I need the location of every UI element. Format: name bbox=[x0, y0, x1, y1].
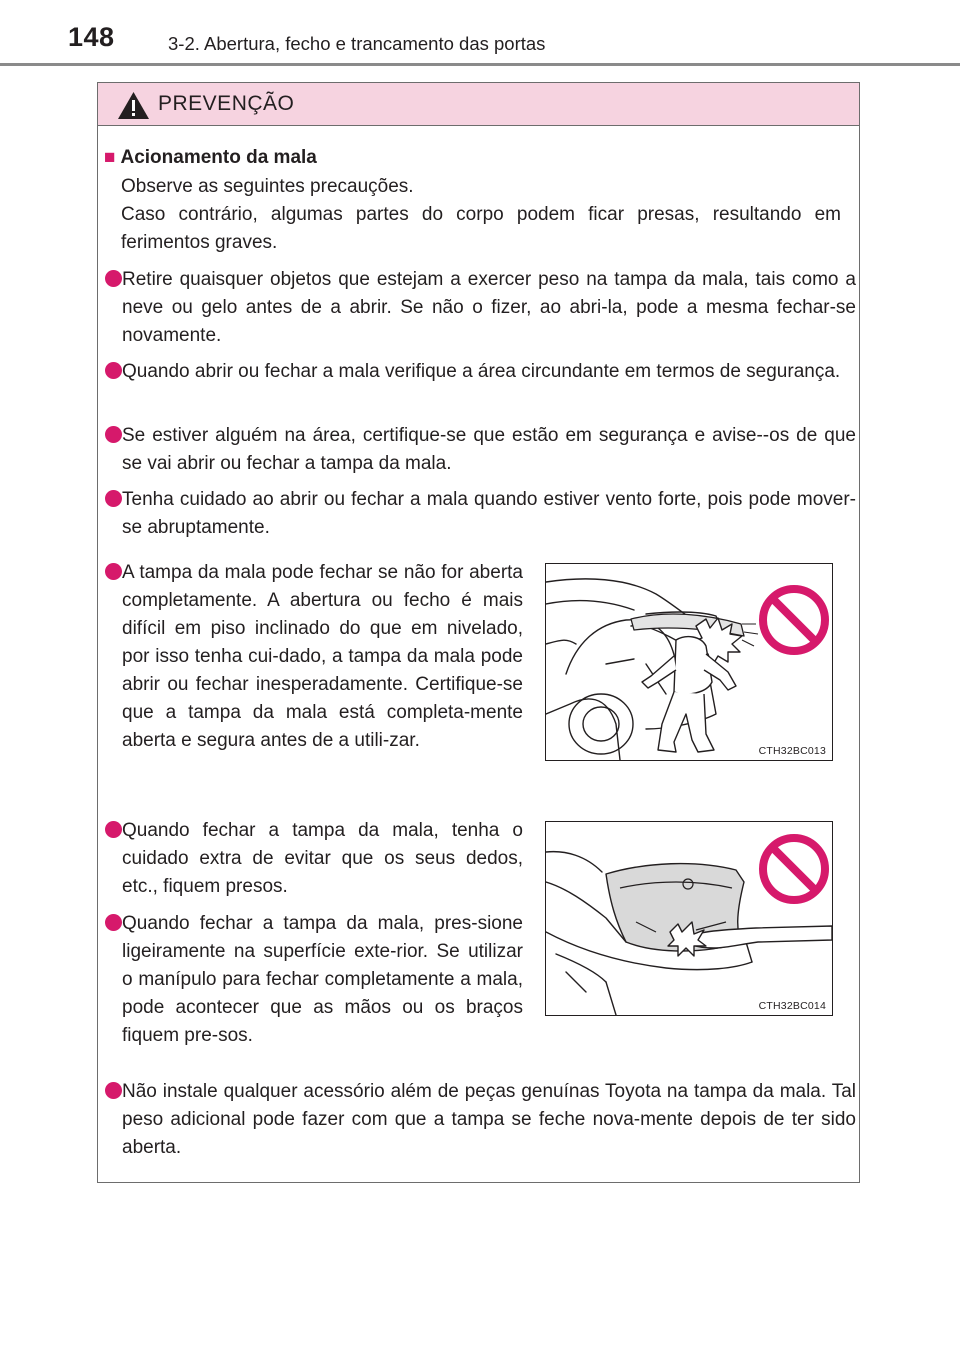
warning-title: PREVENÇÃO bbox=[158, 92, 295, 115]
bullet-dot-icon bbox=[105, 270, 122, 287]
subheading-text: Acionamento da mala bbox=[120, 147, 317, 168]
list-item bbox=[105, 559, 523, 755]
figure-code: CTH32BC014 bbox=[758, 1000, 826, 1012]
list-item bbox=[105, 486, 856, 542]
warning-box bbox=[97, 82, 860, 1183]
bullet-dot-icon bbox=[105, 426, 122, 443]
list-item bbox=[105, 422, 856, 478]
header-divider bbox=[0, 63, 960, 66]
list-item-text: Quando abrir ou fechar a mala verifique a área circundante em termos de segurança. bbox=[122, 361, 841, 382]
list-item bbox=[105, 266, 856, 350]
list-item bbox=[105, 817, 523, 901]
subheading bbox=[104, 147, 317, 169]
prohibition-icon bbox=[763, 838, 825, 900]
list-item-text: Retire quaisquer objetos que estejam a exercer peso na tampa da mala, tais como a neve ou gelo antes de a abrir. Se não o fizer, ao abri-la, pode a mesma fechar-se novamente. bbox=[122, 269, 856, 346]
square-bullet-icon: ■ bbox=[104, 147, 116, 168]
car-trunk-opening-illustration bbox=[546, 564, 832, 760]
figure-trunk-closing bbox=[545, 821, 833, 1016]
page-header bbox=[0, 0, 960, 70]
list-item-text: Tenha cuidado ao abrir ou fechar a mala quando estiver vento forte, pois pode mover-se abruptamente. bbox=[122, 489, 856, 538]
figure-code: CTH32BC013 bbox=[758, 745, 826, 757]
intro-line-2: Caso contrário, algumas partes do corpo podem ficar presas, resultando em ferimentos graves. bbox=[121, 204, 841, 253]
list-item-text: Quando fechar a tampa da mala, tenha o cuidado extra de evitar que os seus dedos, etc., fiquem presos. bbox=[122, 820, 523, 897]
car-trunk-closing-illustration bbox=[546, 822, 832, 1015]
prohibition-icon bbox=[763, 589, 825, 651]
bullet-dot-icon bbox=[105, 1082, 122, 1099]
list-item bbox=[105, 1078, 856, 1162]
list-item-text: Quando fechar a tampa da mala, pres-sione ligeiramente na superfície exte-rior. Se utilizar o manípulo para fechar completamente a mala, pode acontecer que as mãos ou os braços fiquem pre-sos. bbox=[122, 913, 523, 1046]
list-item bbox=[105, 358, 856, 386]
bullet-dot-icon bbox=[105, 563, 122, 580]
list-item-text: A tampa da mala pode fechar se não for aberta completamente. A abertura ou fecho é mais difícil em piso inclinado do que em nivelado, por isso tenha cui-dado, a tampa da mala pode abrir ou fechar inesperadamente. Certifique-se que a tampa da mala está completa-mente aberta e segura antes de a utili-zar. bbox=[122, 562, 523, 751]
bullet-dot-icon bbox=[105, 490, 122, 507]
bullet-dot-icon bbox=[105, 362, 122, 379]
warning-triangle-icon bbox=[117, 91, 150, 120]
list-item-text: Não instale qualquer acessório além de peças genuínas Toyota na tampa da mala. Tal peso adicional pode fazer com que a tampa se feche nova-mente depois de ter sido aberta. bbox=[122, 1081, 856, 1158]
intro-line-1: Observe as seguintes precauções. bbox=[121, 176, 414, 197]
bullet-dot-icon bbox=[105, 914, 122, 931]
figure-trunk-opening bbox=[545, 563, 833, 761]
list-item-text: Se estiver alguém na área, certifique-se que estão em segurança e avise--os de que se vai abrir ou fechar a tampa da mala. bbox=[122, 425, 856, 474]
warning-header bbox=[98, 83, 859, 126]
section-title: 3-2. Abertura, fecho e trancamento das portas bbox=[168, 33, 546, 54]
bullet-dot-icon bbox=[105, 821, 122, 838]
page-number: 148 bbox=[68, 22, 115, 52]
list-item bbox=[105, 910, 523, 1050]
